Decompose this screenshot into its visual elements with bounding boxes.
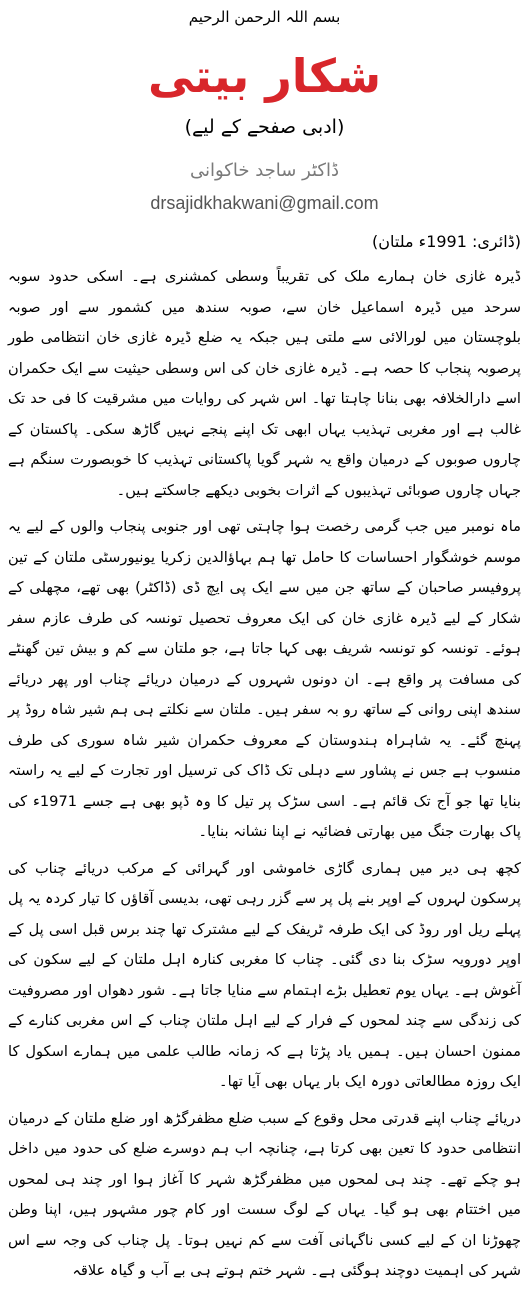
paragraph: ماہ نومبر میں جب گرمی رخصت ہوا چاہتی تھی اور جنوبی پنجاب والوں کے لیے یہ موسم خوشگوار احساسات کا حامل تھا ہم بہاؤالدین زکریا یونیورسٹی ملتان کے تین پروفیسر صاحبان کے ساتھ جن میں سے ایک پی ایچ ڈی (ڈاکٹر) بھی تھے، مچھلی کے شکار کے لیے ڈیرہ غازی خان کی ایک معروف تحصیل تونسہ کی طرف عازم سفر ہوئے۔ تونسہ کو تونسہ شریف بھی کہا جاتا ہے، جو ملتان سے کم و بیش تین گھنٹے کی مسافت پر واقع ہے۔ ان دونوں شہروں کے درمیان دریائے چناب اور پھر دریائے سندھ اپنی روانی کے ساتھ رو بہ سفر ہیں۔ ملتان سے نکلتے ہی ہم شیر شاہ روڈ پر پہنچ گئے۔ یہ شاہراہ ہندوستان کے معروف حکمران شیر شاہ سوری کی طرف منسوب ہے جس نے پشاور سے دہلی تک ڈاک کی ترسیل اور تجارت کے لیے یہ راستہ بنایا تھا جو آج تک قائم ہے۔ اسی سڑک پر تیل کا وہ ڈپو بھی ہے جسے 1971ء کی پاک بھارت جنگ میں بھارتی فضائیہ نے اپنا نشانہ بنایا۔ xyxy=(8,518,521,840)
author-email[interactable]: drsajidkhakwani@gmail.com xyxy=(150,193,379,213)
diary-label: (ڈائری: 1991ء ملتان) xyxy=(372,232,521,251)
article-title: شکار بیتی xyxy=(147,49,382,103)
author-name: ڈاکٹر ساجد خاکوانی xyxy=(189,160,340,181)
paragraph: دریائے چناب اپنے قدرتی محل وقوع کے سبب ضلع مظفرگڑھ اور ضلع ملتان کے درمیان انتظامی حدود کا تعین بھی کرتا ہے، چنانچہ اب ہم دوسرے ضلع کی حدود میں داخل ہو چکے تھے۔ چند ہی لمحوں میں مظفرگڑھ شہر کا آغاز ہوا اور چند ہی لمحوں میں اختتام بھی ہو گیا۔ یہاں کے لوگ سست اور کام چور مشہور ہیں، اپنا وطن چھوڑنا ان کے لیے کسی ناگہانی آفت سے کم نہیں ہوتا۔ پل چناب کی وجہ سے اس شہر کی اہمیت دوچند ہوگئی ہے۔ شہر ختم ہوتے ہی بے آب و گیاہ علاقہ xyxy=(8,1109,521,1279)
article-body xyxy=(8,262,521,1293)
article-subtitle: (ادبی صفحے کے لیے) xyxy=(184,116,345,138)
paragraph: ڈیرہ غازی خان ہمارے ملک کی تقریباً وسطی کمشنری ہے۔ اسکی حدود سوبہ سرحد میں ڈیرہ اسماعیل خان سے، صوبہ سندھ میں کشمور سے اور صوبہ بلوچستان میں لورالائی سے ملتی ہیں جبکہ یہ ضلع ڈیرہ غازی خان انتظامی طور پرصوبہ پنجاب کا حصہ ہے۔ ڈیرہ غازی خان کی اس وسطی حیثیت سے ایک حکمران اسے دارالخلافہ بھی بنانا چاہتا تھا۔ اس شہر کی روایات میں مشرقیت کا فی حد تک غالب ہے اور مغربی تہذیب یہاں ابھی تک اپنے پنجے نہیں گاڑھ سکی۔ پاکستان کے چاروں صوبوں کے درمیان واقع یہ شہر گویا پاکستانی تہذیب کا خوبصورت سنگم ہے جہاں چاروں صوبائی تہذیبوں کے اثرات بخوبی دیکھے جاسکتے ہیں۔ xyxy=(8,268,521,499)
paragraph: کچھ ہی دیر میں ہماری گاڑی خاموشی اور گہرائی کے مرکب دریائے چناب کی پرسکون لہروں کے اوپر بنے پل پر سے گزر رہی تھی، بدیسی آقاؤں کا تیار کردہ یہ پل پہلے ریل اور روڈ کی ایک طرفہ ٹریفک کے لیے مشترک تھا چند برس قبل اسی پل کے اوپر دورویہ سڑک بنا دی گئی۔ چناب کا مغربی کنارہ اہل ملتان کے لیے سکون کی آغوش ہے۔ یہاں یوم تعطیل بڑے اہتمام سے منایا جاتا ہے۔ شور دھواں اور مصروفیت کی زندگی سے چند لمحوں کے فرار کے لیے اہل ملتان چناب کے اس مغربی کنارے کے ممنون احسان ہیں۔ ہمیں یاد پڑتا ہے کہ زمانہ طالب علمی میں ہمارے اسکول کا ایک روزہ مطالعاتی دورہ ایک بار یہاں بھی آیا تھا۔ xyxy=(8,859,521,1090)
bismillah: بسم اللہ الرحمن الرحیم xyxy=(188,8,341,26)
